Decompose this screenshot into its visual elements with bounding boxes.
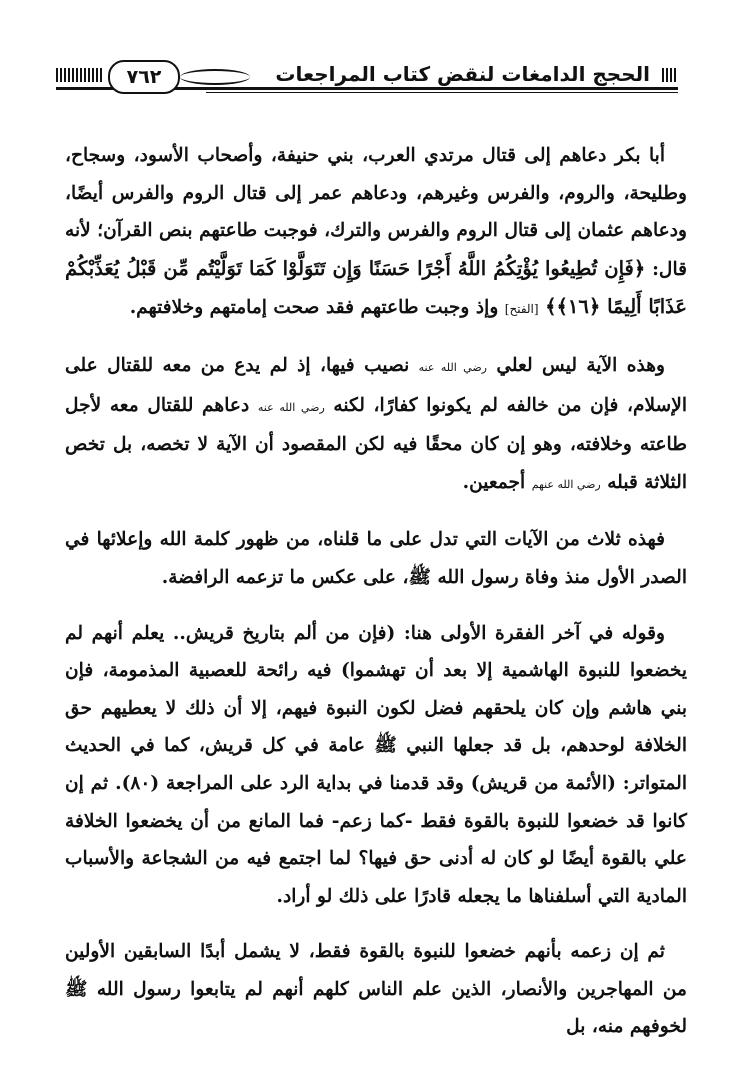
paragraph-4 [65, 615, 687, 916]
text: وهذه الآية ليس لعلي [487, 354, 665, 376]
text: نصيب فيها، إذ لم يدع من معه للقتال على الإسلام، فإن من خالفه لم يكونوا كفارًا، لكنه [65, 354, 687, 416]
ornament-left-icon [56, 68, 102, 82]
text: فهذه ثلاث من الآيات التي تدل على ما قلناه، من ظهور كلمة الله وإعلائها في الصدر الأول منذ وفاة رسول الله [65, 529, 687, 588]
text: ، على عكس ما تزعمه الرافضة. [161, 566, 409, 588]
honorific: ﷺ [408, 566, 431, 588]
text: عامة في كل قريش، كما في الحديث المتواتر: (الأئمة من قريش) وقد قدمنا في بداية الرد على المراجعة (٨٠). ثم إن كانوا قد خضعوا للنبوة بالقوة فقط -كما زعم- فما المانع من أن يخضعوا الخلافة علي بالقوة أيضًا لو كان له أدنى حق فيها؟ لما اجتمع فيه من الشجاعة والأسباب المادية التي أسلفناها ما يجعله قادرًا على ذلك لو أراد. [65, 735, 687, 907]
surah-reference: [الفتح] [504, 302, 539, 317]
honorific: رضي الله عنهم [531, 477, 601, 491]
paragraph-1 [65, 137, 687, 329]
ornament-flourish-icon [180, 69, 250, 85]
paragraph-2 [65, 347, 687, 503]
page-header [56, 58, 678, 98]
text: دعاهم للقتال معه لأجل طاعته وخلافته، وهو إن كان محقًا فيه لكن المقصود أن الآية لا تخصه، بل تخص الثلاثة قبله [65, 394, 687, 493]
header-rule-thin [206, 92, 678, 93]
honorific: ﷺ [374, 735, 397, 757]
honorific: ﷺ [65, 978, 88, 1000]
paragraph-5 [65, 933, 687, 1046]
text: وإذ وجبت طاعتهم فقد صحت إمامتهم وخلافتهم. [129, 297, 505, 319]
paragraph-3 [65, 521, 687, 596]
text: وقوله في آخر الفقرة الأولى هنا: (فإن من ألم بتاريخ قريش.. يعلم أنهم لم يخضعوا للنبوة الهاشمية إلا بعد أن تهشموا) فيه رائحة للعصبية المذمومة، فإن بني هاشم وإن كان يلحقهم فضل لكون النبوة فيهم، إلا أن ذلك لا يعطيهم حق الخلافة لوحدهم، بل قد جعلها النبي [65, 622, 687, 757]
page-number: ٧٦٢ [108, 60, 180, 94]
honorific: رضي الله عنه [418, 360, 487, 374]
text: لخوفهم منه، بل [566, 1016, 687, 1038]
quran-verse: ﴿فَإِن تُطِيعُوا يُؤْتِكُمُ اللَّهُ أَجْرًا حَسَنًا وَإِن تَتَوَلَّوْا كَمَا تَوَلَّيْتُم مِّن قَبْلُ يُعَذِّبْكُمْ عَذَابًا أَلِيمًا ﴿١٦﴾﴾ [65, 256, 687, 319]
honorific: رضي الله عنه [257, 400, 325, 414]
text: أجمعين. [462, 471, 532, 493]
page-body [65, 137, 687, 1046]
ornament-right-icon [662, 68, 678, 82]
text: أبا بكر دعاهم إلى قتال مرتدي العرب، بني حنيفة، وأصحاب الأسود، وسجاح، وطليحة، والروم، والفرس وغيرهم، ودعاهم عمر إلى قتال الروم والفرس أيضًا، ودعاهم عثمان إلى قتال الروم والفرس والترك، فوجبت طاعتهم بنص القرآن؛ لأنه قال: [65, 145, 687, 280]
text: ثم إن زعمه بأنهم خضعوا للنبوة بالقوة فقط، لا يشمل أبدًا السابقين الأولين من المهاجرين والأنصار، الذين علم الناس كلهم أنهم لم يتابعوا رسول الله [65, 941, 687, 1000]
book-title: الحجج الدامغات لنقض كتاب المراجعات [267, 62, 658, 86]
